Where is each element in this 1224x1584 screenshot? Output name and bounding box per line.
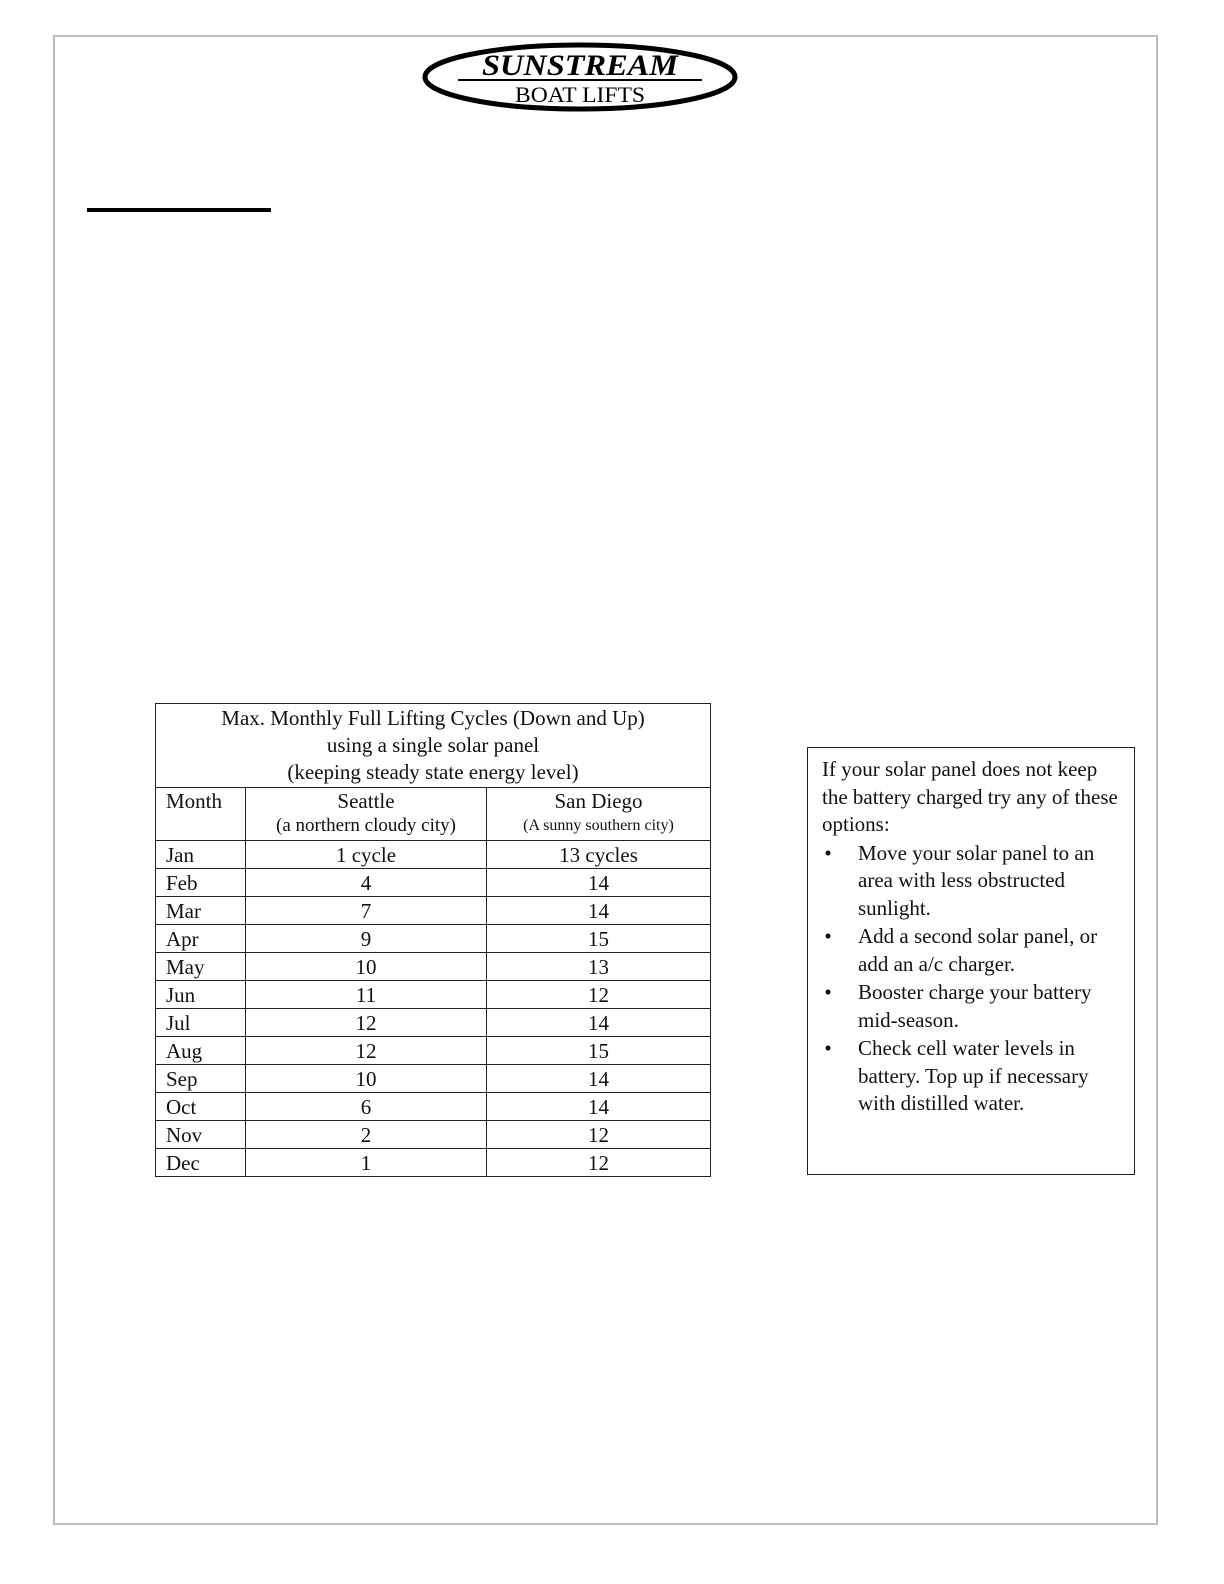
tip-text: Move your solar panel to an area with less obstructed sunlight. (858, 840, 1095, 920)
san-diego-cell: 14 (487, 1093, 711, 1121)
tips-intro: If your solar panel does not keep the battery charged try any of these options: (822, 757, 1118, 836)
table-row (156, 869, 711, 897)
sunstream-logo (422, 42, 738, 112)
month-cell: Jul (156, 1009, 246, 1037)
table-row (156, 1009, 711, 1037)
seattle-cell: 12 (246, 1009, 487, 1037)
table-row (156, 953, 711, 981)
tips-list (822, 840, 1120, 1118)
seattle-cell: 4 (246, 869, 487, 897)
lifting-cycles-table (155, 703, 711, 1177)
column-header-label: San Diego (554, 789, 643, 813)
seattle-cell: 6 (246, 1093, 487, 1121)
tip-item (822, 979, 1120, 1034)
month-cell: Feb (156, 869, 246, 897)
heading-underline (87, 208, 271, 212)
caption-line: using a single solar panel (326, 733, 540, 757)
san-diego-cell: 13 (487, 953, 711, 981)
logo-brand: SUNSTREAM (482, 49, 680, 82)
seattle-cell: 7 (246, 897, 487, 925)
san-diego-cell: 14 (487, 869, 711, 897)
column-header-label: Month (166, 789, 223, 813)
seattle-cell: 11 (246, 981, 487, 1009)
san-diego-cell: 15 (487, 925, 711, 953)
table-row (156, 981, 711, 1009)
month-cell: Jan (156, 841, 246, 869)
column-header-san-diego (487, 788, 711, 841)
seattle-cell: 2 (246, 1121, 487, 1149)
table-row (156, 1037, 711, 1065)
column-header-month (156, 788, 246, 841)
seattle-cell: 10 (246, 953, 487, 981)
table-row (156, 1121, 711, 1149)
seattle-cell: 9 (246, 925, 487, 953)
month-cell: Sep (156, 1065, 246, 1093)
bullet-icon: • (824, 924, 832, 948)
tip-text: Check cell water levels in battery. Top up if necessary with distilled water. (858, 1036, 1089, 1115)
table-row (156, 1065, 711, 1093)
column-header-seattle (246, 788, 487, 841)
seattle-cell: 1 (246, 1149, 487, 1177)
seattle-cell: 1 cycle (246, 841, 487, 869)
table-row (156, 925, 711, 953)
table-row (156, 841, 711, 869)
san-diego-cell: 15 (487, 1037, 711, 1065)
bullet-icon: • (824, 840, 832, 865)
column-header-label: Seattle (337, 789, 395, 813)
table-row (156, 1149, 711, 1177)
san-diego-cell: 12 (487, 1149, 711, 1177)
month-cell: Nov (156, 1121, 246, 1149)
table-row (156, 1093, 711, 1121)
solar-tips-box (807, 747, 1135, 1175)
month-cell: Oct (156, 1093, 246, 1121)
san-diego-cell: 14 (487, 1009, 711, 1037)
san-diego-cell: 13 cycles (487, 841, 711, 869)
tip-item (822, 840, 1120, 923)
table-caption (156, 704, 711, 788)
caption-line: (keeping steady state energy level) (287, 760, 579, 784)
month-cell: Apr (156, 925, 246, 953)
month-cell: Jun (156, 981, 246, 1009)
san-diego-cell: 12 (487, 981, 711, 1009)
seattle-cell: 10 (246, 1065, 487, 1093)
tip-item (822, 923, 1120, 978)
tip-item (822, 1035, 1120, 1118)
month-cell: May (156, 953, 246, 981)
table-row (156, 897, 711, 925)
tip-text: Booster charge your battery mid-season. (858, 980, 1092, 1032)
san-diego-cell: 12 (487, 1121, 711, 1149)
column-header-subtitle: (a northern cloudy city) (276, 815, 456, 836)
san-diego-cell: 14 (487, 897, 711, 925)
month-cell: Mar (156, 897, 246, 925)
logo-tagline: BOAT LIFTS (515, 82, 645, 107)
bullet-icon: • (824, 1036, 832, 1060)
san-diego-cell: 14 (487, 1065, 711, 1093)
month-cell: Dec (156, 1149, 246, 1177)
table-header-row (156, 788, 711, 841)
seattle-cell: 12 (246, 1037, 487, 1065)
tip-text: Add a second solar panel, or add an a/c charger. (858, 924, 1098, 976)
caption-line: Max. Monthly Full Lifting Cycles (Down and Up) (221, 706, 645, 730)
column-header-subtitle: (A sunny southern city) (523, 817, 674, 834)
bullet-icon: • (824, 980, 832, 1004)
month-cell: Aug (156, 1037, 246, 1065)
